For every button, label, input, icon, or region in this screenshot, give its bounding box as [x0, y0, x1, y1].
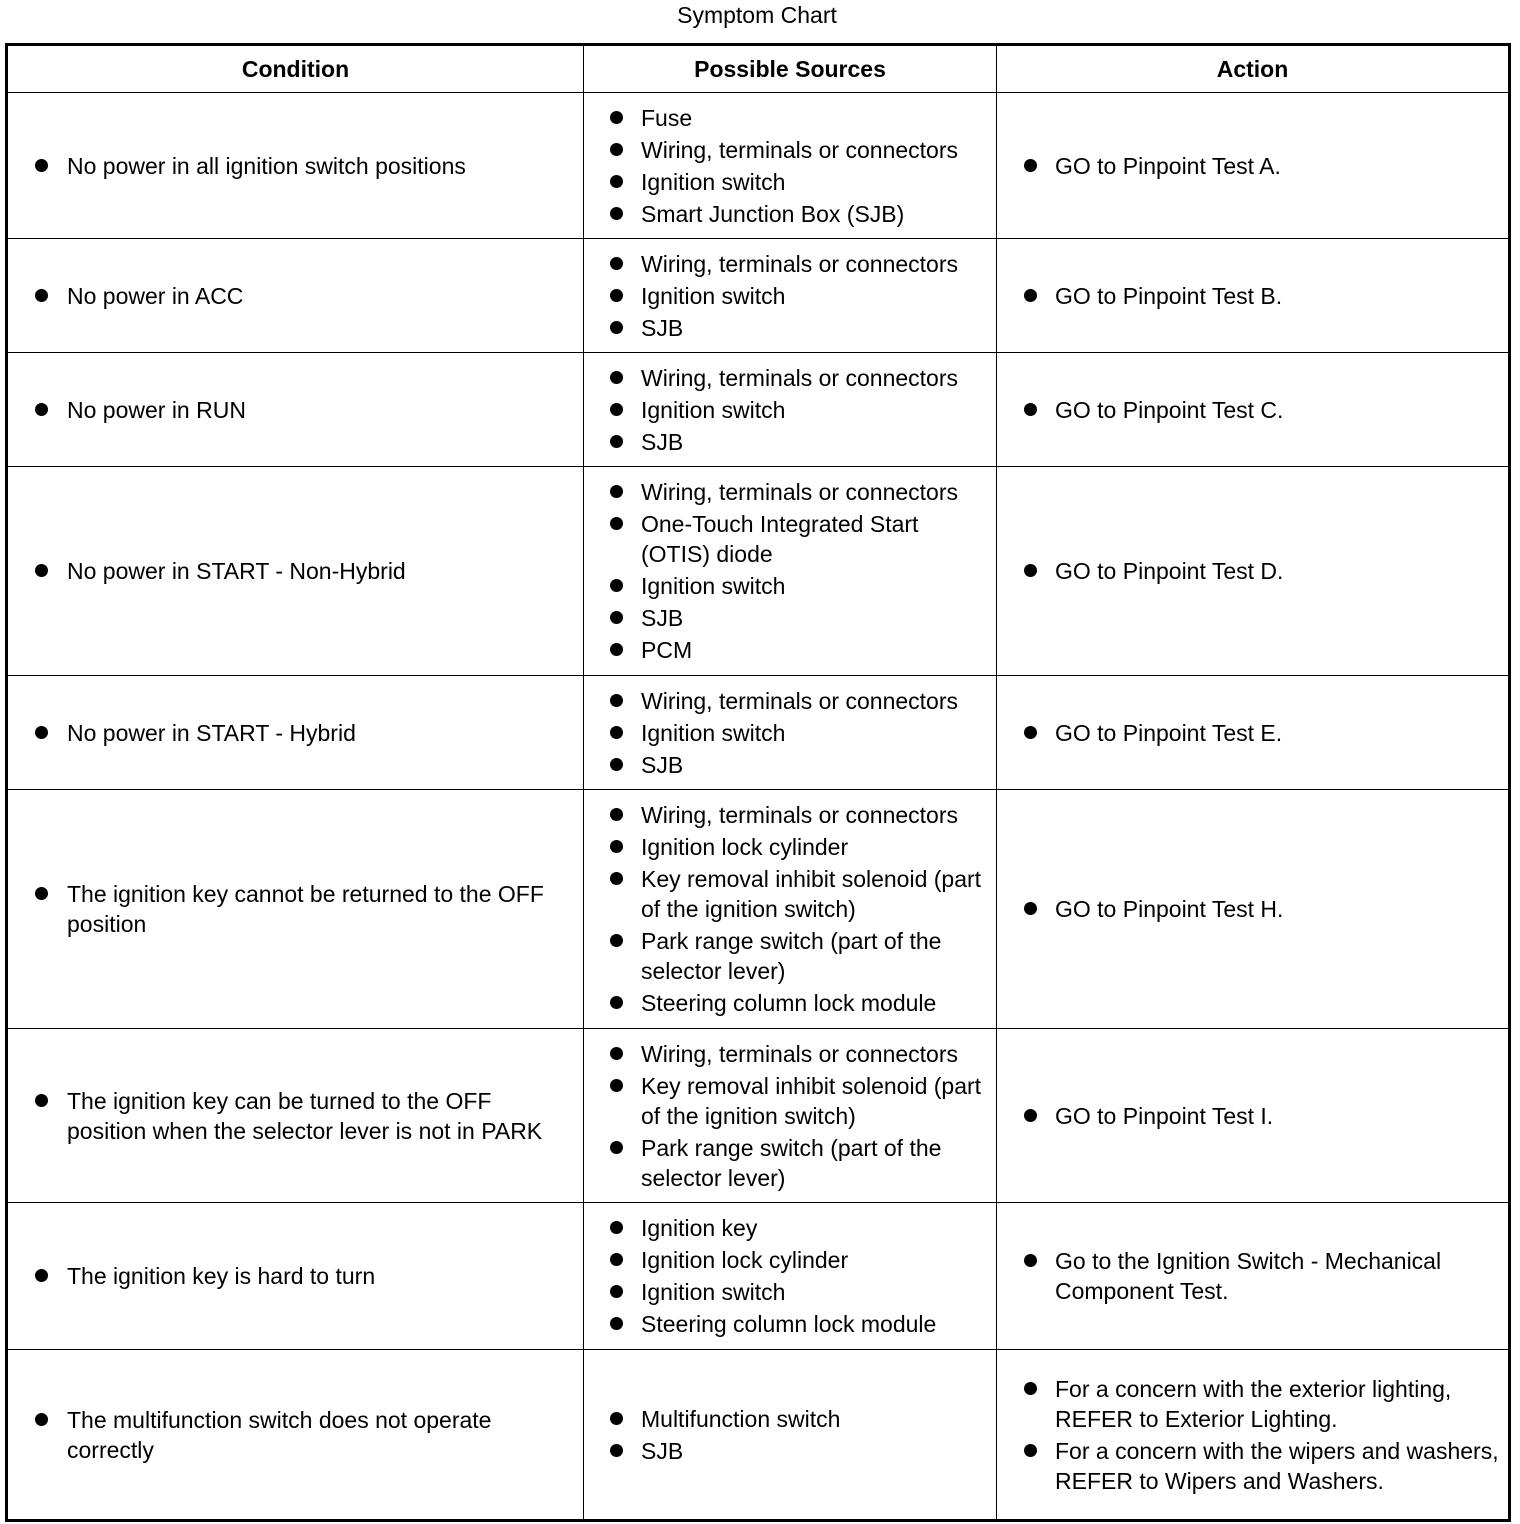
bullet-item: Key removal inhibit solenoid (part of the ignition switch)	[584, 864, 996, 924]
bullet-item: Ignition switch	[584, 571, 996, 601]
bullet-item: Wiring, terminals or connectors	[584, 686, 996, 716]
table-row	[7, 1203, 1510, 1350]
bullet-item: Go to the Ignition Switch - Mechanical Component Test.	[997, 1246, 1508, 1306]
condition-cell	[7, 93, 584, 239]
bullet-item: For a concern with the exterior lighting, REFER to Exterior Lighting.	[997, 1374, 1508, 1434]
possible-sources-cell	[584, 239, 997, 353]
header-action: Action	[997, 45, 1510, 93]
header-row	[7, 45, 1510, 93]
condition-cell	[7, 467, 584, 676]
chart-title: Symptom Chart	[677, 2, 837, 28]
bullet-list	[997, 1101, 1508, 1131]
action-cell	[997, 93, 1510, 239]
possible-sources-cell	[584, 1029, 997, 1203]
symptom-table	[5, 43, 1511, 1522]
bullet-list	[8, 151, 583, 181]
possible-sources-cell	[584, 93, 997, 239]
bullet-item: No power in START - Non-Hybrid	[8, 556, 583, 586]
action-cell	[997, 676, 1510, 790]
bullet-item: Fuse	[584, 103, 996, 133]
bullet-list	[997, 556, 1508, 586]
bullet-list	[8, 281, 583, 311]
bullet-item: GO to Pinpoint Test E.	[997, 718, 1508, 748]
bullet-list	[997, 151, 1508, 181]
bullet-list	[8, 556, 583, 586]
bullet-item: SJB	[584, 750, 996, 780]
bullet-item: SJB	[584, 427, 996, 457]
action-cell	[997, 790, 1510, 1029]
table-row	[7, 1350, 1510, 1521]
table-row	[7, 676, 1510, 790]
possible-sources-cell	[584, 676, 997, 790]
bullet-list	[8, 1261, 583, 1291]
bullet-list	[997, 1374, 1508, 1496]
bullet-item: The ignition key can be turned to the OFF position when the selector lever is not in PARK	[8, 1086, 583, 1146]
condition-cell	[7, 1029, 584, 1203]
bullet-item: No power in ACC	[8, 281, 583, 311]
bullet-item: Steering column lock module	[584, 1309, 996, 1339]
table-row	[7, 467, 1510, 676]
table-row	[7, 353, 1510, 467]
bullet-item: Wiring, terminals or connectors	[584, 800, 996, 830]
bullet-list	[997, 395, 1508, 425]
bullet-list	[584, 363, 996, 457]
action-cell	[997, 1029, 1510, 1203]
bullet-item: Ignition lock cylinder	[584, 832, 996, 862]
bullet-list	[8, 718, 583, 748]
bullet-item: Ignition key	[584, 1213, 996, 1243]
bullet-item: The multifunction switch does not operate correctly	[8, 1405, 583, 1465]
condition-cell	[7, 239, 584, 353]
bullet-item: Steering column lock module	[584, 988, 996, 1018]
table-row	[7, 239, 1510, 353]
bullet-item: No power in RUN	[8, 395, 583, 425]
bullet-list	[997, 718, 1508, 748]
bullet-item: Wiring, terminals or connectors	[584, 135, 996, 165]
bullet-list	[584, 1213, 996, 1339]
bullet-item: No power in all ignition switch positions	[8, 151, 583, 181]
action-cell	[997, 467, 1510, 676]
bullet-list	[997, 1246, 1508, 1306]
bullet-item: GO to Pinpoint Test A.	[997, 151, 1508, 181]
bullet-item: GO to Pinpoint Test C.	[997, 395, 1508, 425]
bullet-item: Wiring, terminals or connectors	[584, 477, 996, 507]
bullet-item: The ignition key is hard to turn	[8, 1261, 583, 1291]
bullet-list	[584, 800, 996, 1018]
bullet-item: Ignition switch	[584, 167, 996, 197]
bullet-item: Multifunction switch	[584, 1404, 996, 1434]
bullet-item: Key removal inhibit solenoid (part of the ignition switch)	[584, 1071, 996, 1131]
bullet-item: Ignition switch	[584, 281, 996, 311]
header-condition: Condition	[7, 45, 584, 93]
bullet-item: SJB	[584, 1436, 996, 1466]
bullet-list	[584, 103, 996, 229]
bullet-list	[8, 1086, 583, 1146]
possible-sources-cell	[584, 467, 997, 676]
possible-sources-cell	[584, 1203, 997, 1350]
possible-sources-cell	[584, 353, 997, 467]
bullet-list	[584, 1039, 996, 1193]
table-body	[7, 93, 1510, 1521]
condition-cell	[7, 790, 584, 1029]
table-row	[7, 790, 1510, 1029]
bullet-item: Wiring, terminals or connectors	[584, 1039, 996, 1069]
bullet-item: GO to Pinpoint Test D.	[997, 556, 1508, 586]
bullet-item: For a concern with the wipers and washers, REFER to Wipers and Washers.	[997, 1436, 1508, 1496]
bullet-item: SJB	[584, 313, 996, 343]
condition-cell	[7, 676, 584, 790]
bullet-item: PCM	[584, 635, 996, 665]
bullet-list	[8, 395, 583, 425]
possible-sources-cell	[584, 1350, 997, 1521]
bullet-item: Park range switch (part of the selector lever)	[584, 926, 996, 986]
bullet-list	[584, 1404, 996, 1466]
bullet-list	[584, 477, 996, 665]
bullet-list	[8, 1405, 583, 1465]
bullet-item: SJB	[584, 603, 996, 633]
bullet-item: Ignition switch	[584, 1277, 996, 1307]
bullet-list	[8, 879, 583, 939]
bullet-item: Smart Junction Box (SJB)	[584, 199, 996, 229]
bullet-item: Wiring, terminals or connectors	[584, 249, 996, 279]
bullet-item: Wiring, terminals or connectors	[584, 363, 996, 393]
bullet-item: Ignition lock cylinder	[584, 1245, 996, 1275]
action-cell	[997, 1203, 1510, 1350]
bullet-list	[584, 249, 996, 343]
action-cell	[997, 1350, 1510, 1521]
action-cell	[997, 239, 1510, 353]
bullet-item: GO to Pinpoint Test H.	[997, 894, 1508, 924]
bullet-item: Park range switch (part of the selector lever)	[584, 1133, 996, 1193]
bullet-list	[584, 686, 996, 780]
condition-cell	[7, 1350, 584, 1521]
bullet-item: GO to Pinpoint Test I.	[997, 1101, 1508, 1131]
bullet-item: GO to Pinpoint Test B.	[997, 281, 1508, 311]
header-possible-sources: Possible Sources	[584, 45, 997, 93]
bullet-item: The ignition key cannot be returned to the OFF position	[8, 879, 583, 939]
bullet-list	[997, 894, 1508, 924]
action-cell	[997, 353, 1510, 467]
possible-sources-cell	[584, 790, 997, 1029]
bullet-item: Ignition switch	[584, 718, 996, 748]
condition-cell	[7, 1203, 584, 1350]
bullet-item: Ignition switch	[584, 395, 996, 425]
bullet-item: No power in START - Hybrid	[8, 718, 583, 748]
table-row	[7, 1029, 1510, 1203]
bullet-list	[997, 281, 1508, 311]
bullet-item: One-Touch Integrated Start (OTIS) diode	[584, 509, 996, 569]
table-row	[7, 93, 1510, 239]
condition-cell	[7, 353, 584, 467]
